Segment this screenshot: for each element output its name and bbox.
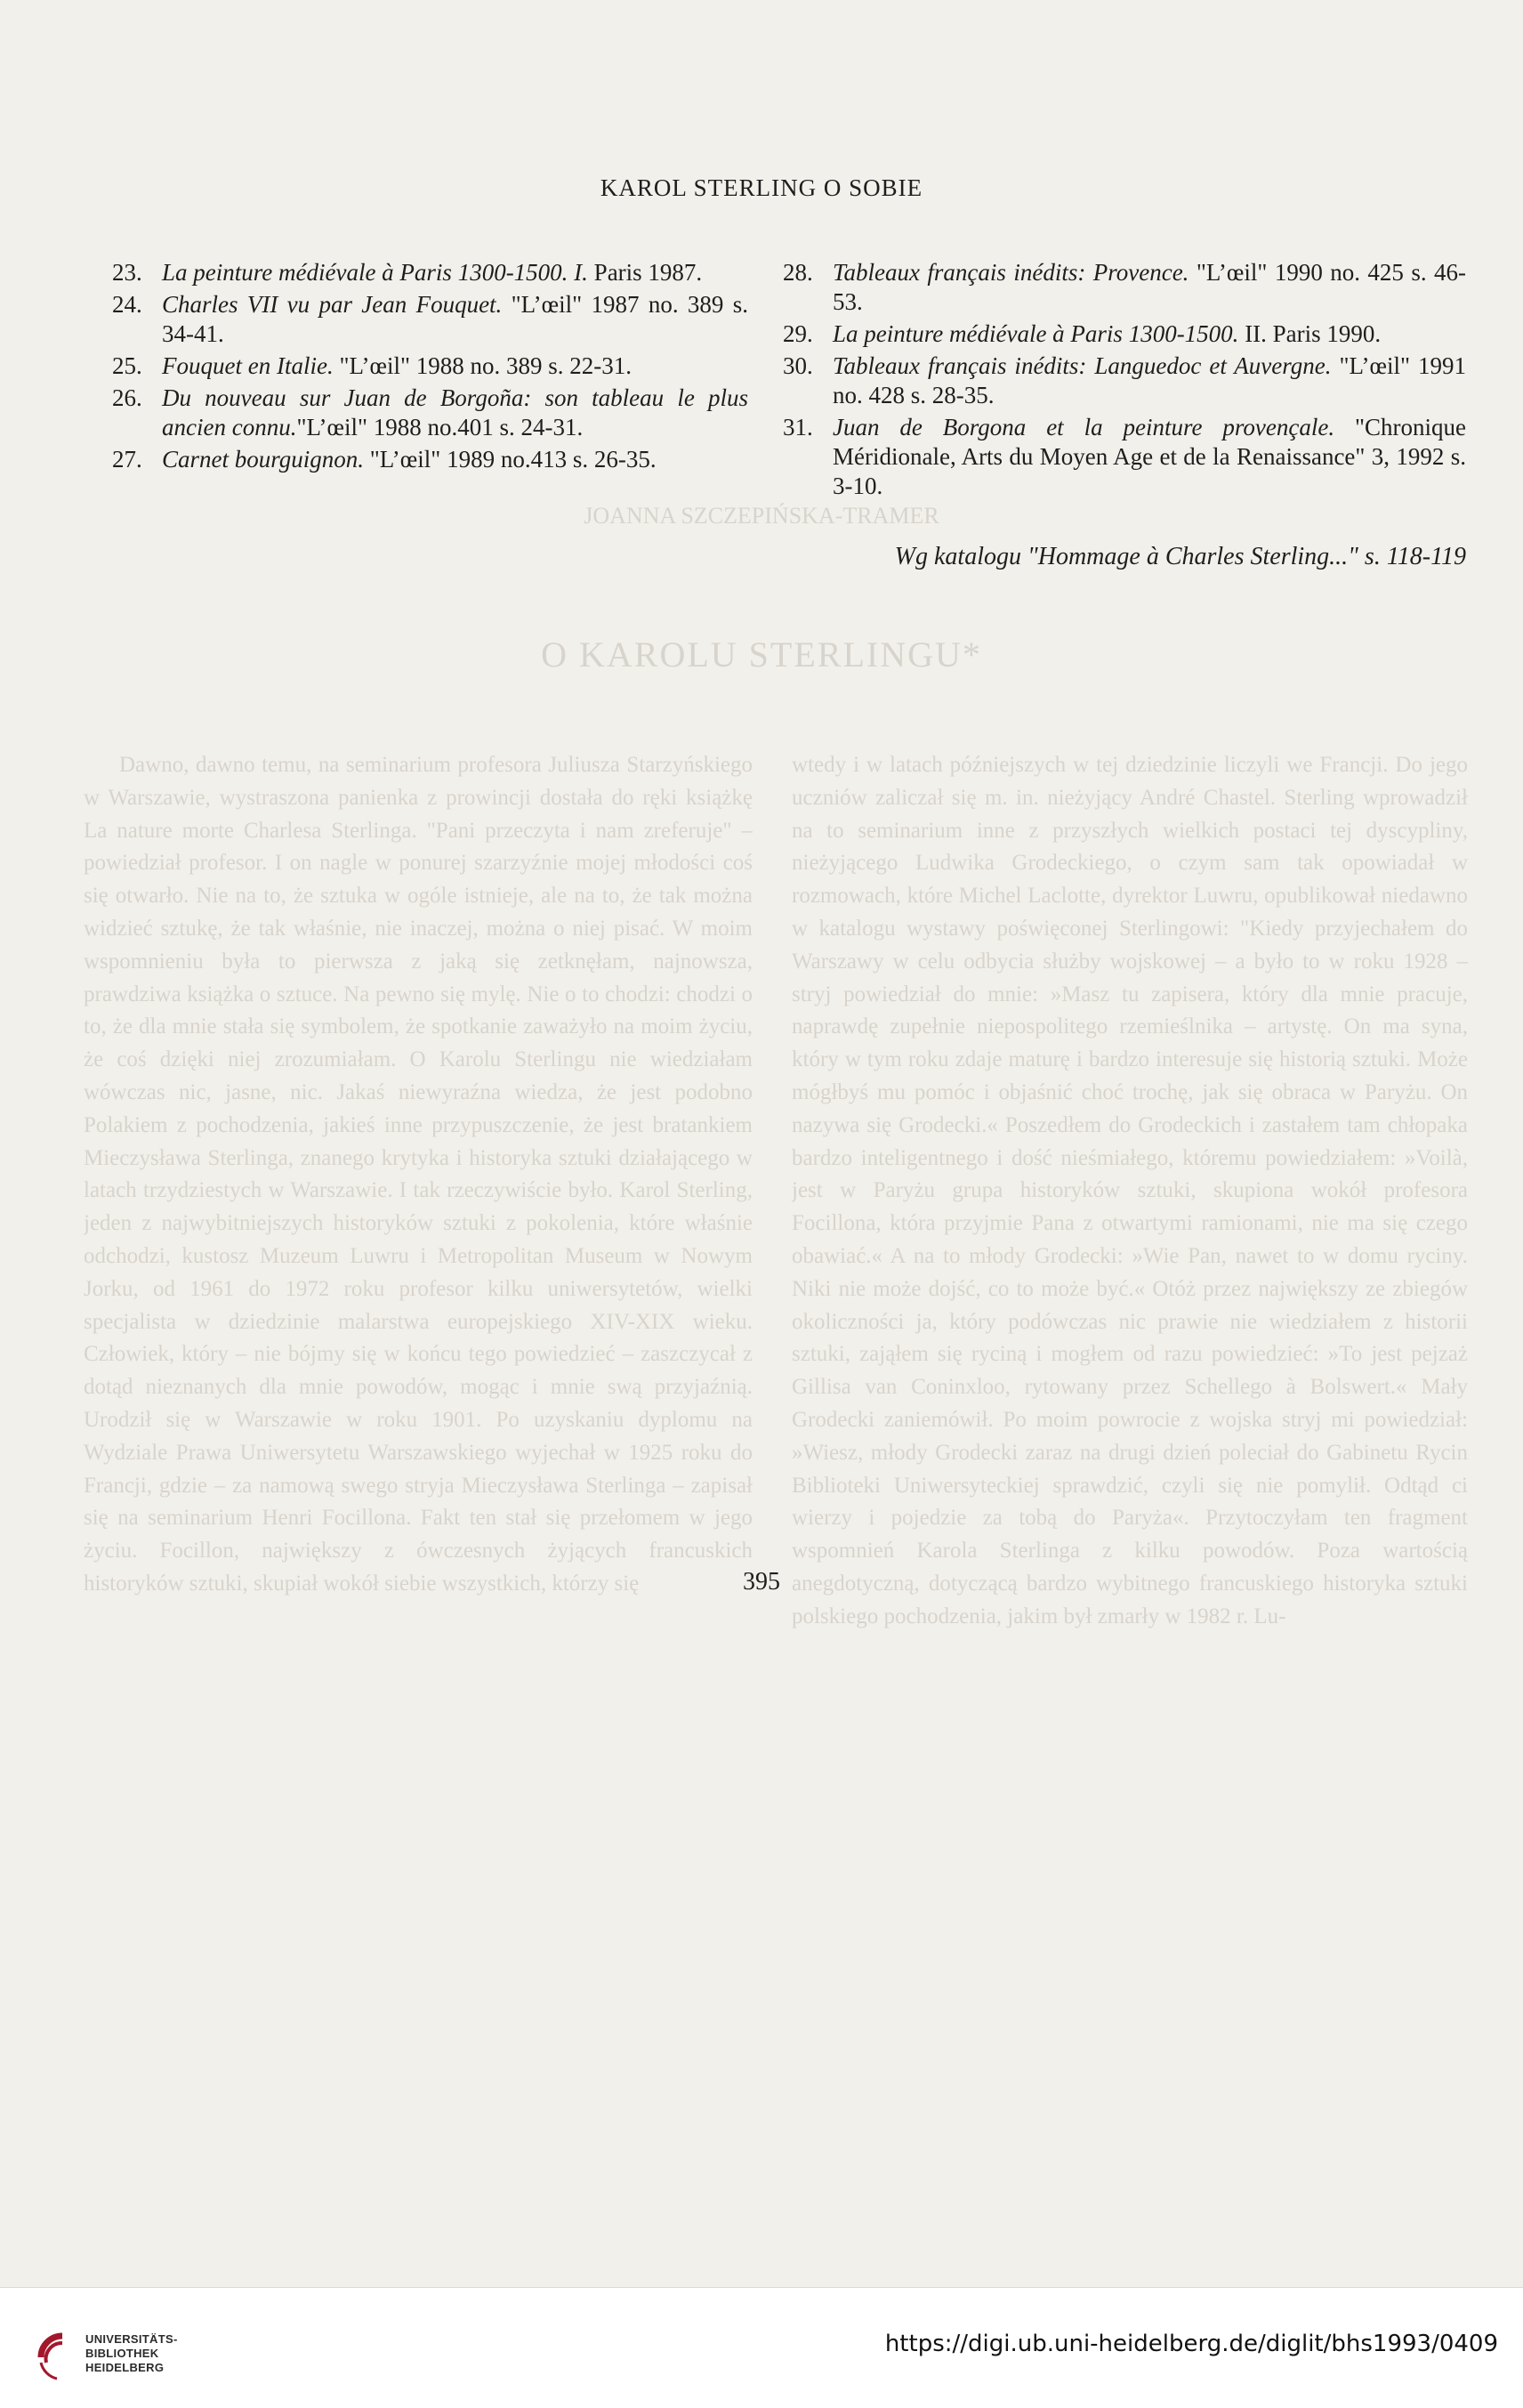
library-logo[interactable] <box>36 2322 222 2393</box>
reference-number: 29. <box>783 320 813 347</box>
reference-details: "L’œil" 1989 no.413 s. 26-35. <box>364 446 657 473</box>
reference-number: 25. <box>112 352 142 379</box>
bleed-title: O KAROLU STERLINGU* <box>541 634 982 675</box>
reference-title: La peinture médiévale à Paris 1300-1500. <box>833 320 1239 347</box>
reference-details: "L’œil" 1987 no. 389 s. 34-41. <box>162 291 749 347</box>
reference-item <box>112 445 748 474</box>
reference-title: Fouquet en Italie. <box>162 352 334 379</box>
reference-item <box>112 258 748 287</box>
reference-details: "Chronique Méridionale, Arts du Moyen Age et de la Renaissance" 3, 1992 s. 3-10. <box>833 414 1466 499</box>
reference-details: "L’œil" 1990 no. 425 s. 46-53. <box>833 259 1466 315</box>
bleed-left-column <box>84 749 753 2040</box>
reference-title: Du nouveau sur Juan de Borgoña: son tableau le plus ancien connu. <box>162 384 748 440</box>
reference-title: Tableaux français inédits: Languedoc et Auvergne. <box>833 352 1332 379</box>
reference-item <box>783 352 1466 410</box>
running-head: KAROL STERLING O SOBIE <box>600 174 923 201</box>
reference-details: "L’œil" 1988 no.401 s. 24-31. <box>296 414 584 440</box>
reference-title: Juan de Borgona et la peinture provençale. <box>833 414 1335 440</box>
reference-title: La peinture médiévale à Paris 1300-1500. I. <box>162 259 588 286</box>
reference-title: Charles VII vu par Jean Fouquet. <box>162 291 503 318</box>
bleed-left-text: Dawno, dawno temu, na seminarium profesora Juliusza Starzyńskiego w Warszawie, wystraszona panienka z prowincji dostała do ręki książkę La nature morte Charlesa Sterlinga. "Pani przeczyta i nam zreferuje" – powiedział profesor. I on nagle w ponurej szarzyźnie mojej młodości coś się otwarło. Nie na to, że sztuka w ogóle istnieje, ale na to, że tak można widzieć sztukę, że tak właśnie, nie inaczej, można o niej pisać. W moim wspomnieniu była to pierwsza z jaką się zetknęłam, najnowsza, prawdziwa książka o sztuce. Na pewno się mylę. Nie o to chodzi: chodzi o to, że dla mnie stała się symbolem, że spotkanie zaważyło na moim życiu, że coś dzięki niej zrozumiałam. O Karolu Sterlingu nie wiedziałam wówczas nic, jasne, nic. Jakaś niewyraźna wiedza, że jest podobno Polakiem z pochodzenia, jakieś inne przypuszczenie, że jest bratankiem Mieczysława Sterlinga, znanego krytyka i historyka sztuki działającego w latach trzydziestych w Warszawie. I tak rzeczywiście było. Karol Sterling, jeden z najwybitniejszych historyków sztuki z pokolenia, które właśnie odchodzi, kustosz Muzeum Luwru i Metropolitan Museum w Nowym Jorku, od 1961 do 1972 roku profesor kilku uniwersytetów, wielki specjalista w dziedzinie malarstwa europejskiego XIV-XIX wieku. Człowiek, który – nie bójmy się w końcu tego powiedzieć – zaszczycał z dotąd nieznanych dla mnie powodów, mogąc i mnie swą przyjaźnią. Urodził się w Warszawie w roku 1901. Po uzyskaniu dyplomu na Wydziale Prawa Uniwersytetu Warszawskiego wyjechał w 1925 roku do Francji, gdzie – za namową swego stryja Mieczysława Sterlinga – zapisał się na seminarium Henri Focillona. Fakt ten stał się przełomem w jego życiu. Focillon, największy z ówczesnych żyjących francuskich historyków sztuki, skupiał wokół siebie wszystkich, którzy się <box>84 753 753 1596</box>
reference-item <box>783 319 1466 349</box>
reference-number: 31. <box>783 414 813 440</box>
reference-number: 28. <box>783 259 813 286</box>
reference-number: 23. <box>112 259 142 286</box>
reference-title: Carnet bourguignon. <box>162 446 365 473</box>
bleed-right-text: wtedy i w latach późniejszych w tej dziedzinie liczyli we Francji. Do jego uczniów zaliczał się m. in. nieżyjący André Chastel. Sterling wprowadził na to seminarium inne z przyszłych wielkich postaci tej dyscypliny, nieżyjącego Ludwika Grodeckiego, o czym sam tak opowiadał w rozmowach, które Michel Laclotte, dyrektor Luwru, opublikował niedawno w katalogu wystawy poświęconej Sterlingowi: "Kiedy przyjechałem do Warszawy w celu odbycia służby wojskowej – a było to w roku 1928 – stryj powiedział do mnie: »Masz tu zapisera, który dla mnie pracuje, naprawdę zupełnie niepospolitego rzemieślnika – artystę. On ma syna, który w tym roku zdaje maturę i bardzo interesuje się historią sztuki. Może mógłbyś mu pomóc i objaśnić choć trochę, jak się obraca w Paryżu. On nazywa się Grodecki.« Poszedłem do Grodeckich i zastałem tam chłopaka bardzo inteligentnego i dość nieśmiałego, któremu powiedziałem: »Voilà, jest w Paryżu grupa historyków sztuki, skupiona wokół profesora Focillona, która przyjmie Pana z otwartymi ramionami, nie ma się czego obawiać.« A na to młody Grodecki: »Wie Pan, nawet to w domu ryciny. Niki nie może dojść, co to może być.« Otóż przez największy ze zbiegów okoliczności ja, który podówczas nic prawie nie wiedziałem z historii sztuki, zająłem się ryciną i mogłem od razu powiedzieć: »To jest pejzaż Gillisa van Coninxloo, rytowany przez Schellego à Bolswert.« Mały Grodecki zaniemówił. Po moim powrocie z wojska stryj mi powiedział: »Wiesz, młody Grodecki zaraz na drugi dzień poleciał do Gabinetu Rycin Biblioteki Uniwersyteckiej sprawdzić, czyli się nie pomylił. Odtąd ci wierzy i pojedzie za tobą do Paryża«. Przytoczyłam ten fragment wspomnień Karola Sterlinga z kilku powodów. Poza wartością anegdotyczną, dotyczącą bardzo wybitnego francuskiego historyka sztuki polskiego pochodzenia, jakim był zmarły w 1982 r. Lu- <box>792 753 1468 1628</box>
reference-item <box>112 384 748 442</box>
reference-item <box>783 258 1466 317</box>
reference-details: II. Paris 1990. <box>1238 320 1382 347</box>
library-name <box>85 2332 237 2375</box>
source-note: Wg katalogu "Hommage à Charles Sterling..." s. 118-119 <box>894 543 1466 570</box>
reference-item <box>112 290 748 349</box>
bleed-author: JOANNA SZCZEPIŃSKA-TRAMER <box>584 503 939 529</box>
reference-details: Paris 1987. <box>587 259 703 286</box>
logo-line: UNIVERSITÄTS- <box>85 2332 178 2346</box>
reference-number: 26. <box>112 384 142 411</box>
reference-details: "L’œil" 1988 no. 389 s. 22-31. <box>333 352 633 379</box>
reference-number: 30. <box>783 352 813 379</box>
reference-title: Tableaux français inédits: Provence. <box>833 259 1189 286</box>
permalink-url[interactable]: https://digi.ub.uni-heidelberg.de/diglit/bhs1993/0409 <box>884 2331 1498 2357</box>
references-left-column <box>112 258 748 477</box>
page-number: 395 <box>743 1568 780 1596</box>
reference-item <box>112 352 748 381</box>
reference-item <box>783 413 1466 501</box>
bleed-right-column <box>792 749 1468 2040</box>
library-seal-icon <box>36 2331 89 2384</box>
reference-details: "L’œil" 1991 no. 428 s. 28-35. <box>833 352 1466 408</box>
logo-line: HEIDELBERG <box>85 2361 165 2374</box>
logo-line: BIBLIOTHEK <box>85 2347 159 2360</box>
reference-number: 24. <box>112 291 142 318</box>
reference-number: 27. <box>112 446 142 473</box>
references-right-column <box>783 258 1466 504</box>
viewer-footer <box>0 2287 1523 2408</box>
